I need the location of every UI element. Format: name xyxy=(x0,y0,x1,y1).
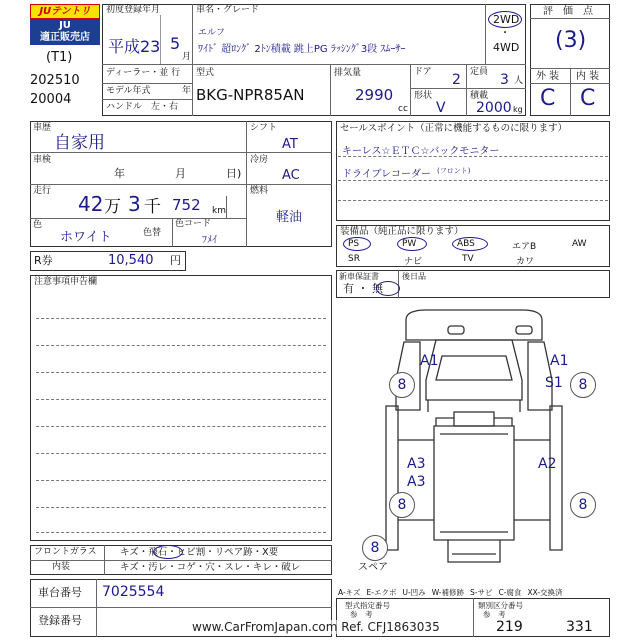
overall-score: (3) xyxy=(555,28,587,53)
damage-mark-right-door: S1 xyxy=(545,375,563,391)
equip-pw: PW xyxy=(402,239,417,249)
legend-scratch: A-キズ xyxy=(338,588,361,597)
equip-navi: ナビ xyxy=(404,257,423,267)
warranty-none-circle xyxy=(376,281,400,296)
equip-leather: カワ xyxy=(516,257,535,267)
interior-label: 内 装 xyxy=(576,71,600,82)
registration-month-unit: 月 xyxy=(182,52,192,62)
legend-dent-small: E-エクボ xyxy=(366,588,397,597)
mileage-sen-unit: 千 xyxy=(144,197,161,217)
chassis-label: 車台番号 xyxy=(38,586,82,599)
mileage-sen: 3 xyxy=(128,192,141,216)
selling-point-2: ドライブレコーダー xyxy=(342,169,431,180)
inspection-month-unit: 月 xyxy=(175,167,186,180)
cab-outline xyxy=(426,340,522,400)
legend-corrosion: C-腐食 xyxy=(498,588,522,597)
capacity-label: 定員 xyxy=(470,67,489,77)
glass-chip-circle xyxy=(153,545,183,559)
shape-label: 形状 xyxy=(414,91,433,101)
cargo-bed-outline xyxy=(434,426,514,540)
class-number-value: 219 xyxy=(496,619,523,635)
interior-conditions: キズ・汚レ・コゲ・穴・スレ・キレ・破レ xyxy=(120,562,301,573)
equip-ps-circle xyxy=(343,237,371,251)
glass-label: フロントガラス xyxy=(34,547,97,557)
model-year-label: モデル年式 xyxy=(106,86,151,96)
class-number-label: 類別区分番号 xyxy=(478,601,523,610)
displacement-unit: cc xyxy=(398,104,408,114)
warranty-options: 有 ・ 無 xyxy=(343,282,383,295)
glass-conditions: キズ・飛石・ヒビ割・リペア跡・X要 xyxy=(120,547,279,558)
legend-dent: U-凹み xyxy=(402,588,426,597)
model-label: 型式 xyxy=(196,68,215,78)
dealer-badge-line2: 適正販売店 xyxy=(40,32,90,43)
equip-abs-circle xyxy=(452,237,488,251)
legend-repair: W-補修跡 xyxy=(431,588,465,597)
recycle-unit: 円 xyxy=(170,254,181,267)
legend-replaced: XX-交換済 xyxy=(527,588,563,597)
selling-point-1: キーレス☆ＥＴＣ☆バックモニター xyxy=(342,146,500,157)
dealer-label: ディーラー・並 行 xyxy=(106,68,181,78)
interior-cond-label: 内装 xyxy=(52,562,71,572)
equip-pw-circle xyxy=(397,237,427,251)
cab-roof-outline xyxy=(406,310,542,340)
tire-front-left: 8 xyxy=(389,372,415,398)
spare-label: スペア xyxy=(358,562,388,573)
shift-value: AT xyxy=(282,137,298,152)
car-name-label: 車名・グレード xyxy=(196,5,260,15)
model-year-unit: 年 xyxy=(182,86,192,96)
shape-value: V xyxy=(436,100,446,116)
mileage-label: 走行 xyxy=(33,186,52,196)
reg-number-label: 登録番号 xyxy=(38,614,82,627)
exterior-label: 外 装 xyxy=(536,71,560,82)
interior-score: C xyxy=(580,86,596,111)
color-label: 色 xyxy=(33,220,43,230)
load-unit: kg xyxy=(513,105,523,114)
tire-spare: 8 xyxy=(362,535,388,561)
warranty-label: 新車保証書 xyxy=(339,272,379,281)
notes-box xyxy=(30,275,332,541)
load-value: 2000 xyxy=(476,100,512,116)
inspection-year-unit: 年 xyxy=(114,167,125,180)
color-value: ホワイト xyxy=(60,230,112,245)
damage-mark-right-bed: A2 xyxy=(538,456,557,472)
displacement-value: 2990 xyxy=(355,86,394,104)
dealer-badge-line1: JU xyxy=(59,20,71,31)
capacity-unit: 人 xyxy=(514,76,524,86)
mileage-man: 42 xyxy=(78,192,104,216)
damage-mark-left-bed-2: A3 xyxy=(407,474,426,490)
selling-point-2-note: (フロント) xyxy=(437,167,471,175)
dealer-badge xyxy=(30,19,100,45)
tire-front-right: 8 xyxy=(570,372,596,398)
drive-separator: ・ xyxy=(500,28,510,39)
recycle-label: R券 xyxy=(34,254,53,267)
equip-sr: SR xyxy=(348,254,360,264)
brand-logo xyxy=(30,4,100,19)
score-label: 評 価 点 xyxy=(543,6,593,17)
equipment-label: 装備品（純正品に限ります） xyxy=(340,226,464,237)
fuel-value: 軽油 xyxy=(276,210,303,225)
manual-label: 後日品 xyxy=(402,272,426,281)
mileage-rest: 752 xyxy=(172,196,201,214)
equip-abs: ABS xyxy=(457,239,475,249)
watermark: www.CarFromJapan.com Ref. CFJ1863035 xyxy=(192,620,440,634)
class-number-sub: 参 考 xyxy=(483,610,506,619)
doors-value: 2 xyxy=(452,72,461,88)
color-change-label: 色替 xyxy=(143,228,162,238)
fuel-label: 燃料 xyxy=(250,186,269,196)
doors-label: ドア xyxy=(414,67,432,77)
damage-mark-front-right: A1 xyxy=(550,353,569,369)
tire-rear-left: 8 xyxy=(389,492,415,518)
type-number-label: 型式指定番号 xyxy=(345,601,390,610)
color-code-label: 色コード xyxy=(175,219,212,229)
legend-rust: S-サビ xyxy=(470,588,493,597)
type-number-sub: 参 考 xyxy=(350,610,373,619)
auction-number: 202510 xyxy=(30,73,80,88)
recycle-value: 10,540 xyxy=(108,253,154,268)
lot-code: (T1) xyxy=(46,50,73,65)
car-name: エルフ xyxy=(198,28,226,38)
damage-legend xyxy=(338,587,569,598)
load-label: 積載 xyxy=(470,91,489,101)
equip-aw: AW xyxy=(572,239,587,249)
equip-ps: PS xyxy=(348,239,360,249)
brand-logo-text: JUテントリ xyxy=(39,6,91,17)
inspection-label: 車検 xyxy=(33,155,52,165)
registration-label: 初度登録年月 xyxy=(106,5,161,15)
handle-label: ハンドル 左・右 xyxy=(106,102,179,112)
registration-era: 平成23 xyxy=(108,37,161,56)
selling-points-label: セールスポイント（正常に機能するものに限ります） xyxy=(340,123,568,134)
shift-label: シフト xyxy=(250,123,278,133)
aircon-label: 冷房 xyxy=(250,155,269,165)
chassis-number: 7025554 xyxy=(102,584,165,600)
entry-number: 20004 xyxy=(30,92,72,107)
notes-label: 注意事項申告欄 xyxy=(34,277,98,287)
displacement-label: 排気量 xyxy=(334,68,362,78)
car-grade: ﾜｲﾄﾞ 超ﾛﾝｸﾞ 2ﾄﾝ積載 跳上PG ﾗｯｼﾝｸﾞ3段 ｽﾑｰｻｰ xyxy=(198,44,406,55)
tire-rear-right: 8 xyxy=(570,492,596,518)
equip-tv: TV xyxy=(462,254,474,264)
registration-month: 5 xyxy=(170,34,181,53)
color-code: ﾌﾒｲ xyxy=(202,235,217,246)
usage-value: 自家用 xyxy=(54,133,105,153)
mileage-unit: km xyxy=(212,206,226,216)
type-number-value: 331 xyxy=(566,619,593,635)
exterior-score: C xyxy=(540,86,556,111)
model-code: BKG-NPR85AN xyxy=(196,86,305,104)
aircon-value: AC xyxy=(282,168,300,183)
usage-label: 車歴 xyxy=(33,123,52,133)
capacity-value: 3 xyxy=(500,72,509,88)
inspection-day-unit: 日) xyxy=(226,167,242,180)
damage-mark-front-left: A1 xyxy=(420,353,439,369)
mileage-man-unit: 万 xyxy=(104,197,121,217)
drive-4wd: 4WD xyxy=(493,41,520,54)
damage-mark-left-bed-1: A3 xyxy=(407,456,426,472)
drive-2wd: 2WD xyxy=(493,13,520,26)
equip-airbag: エアB xyxy=(512,242,537,252)
